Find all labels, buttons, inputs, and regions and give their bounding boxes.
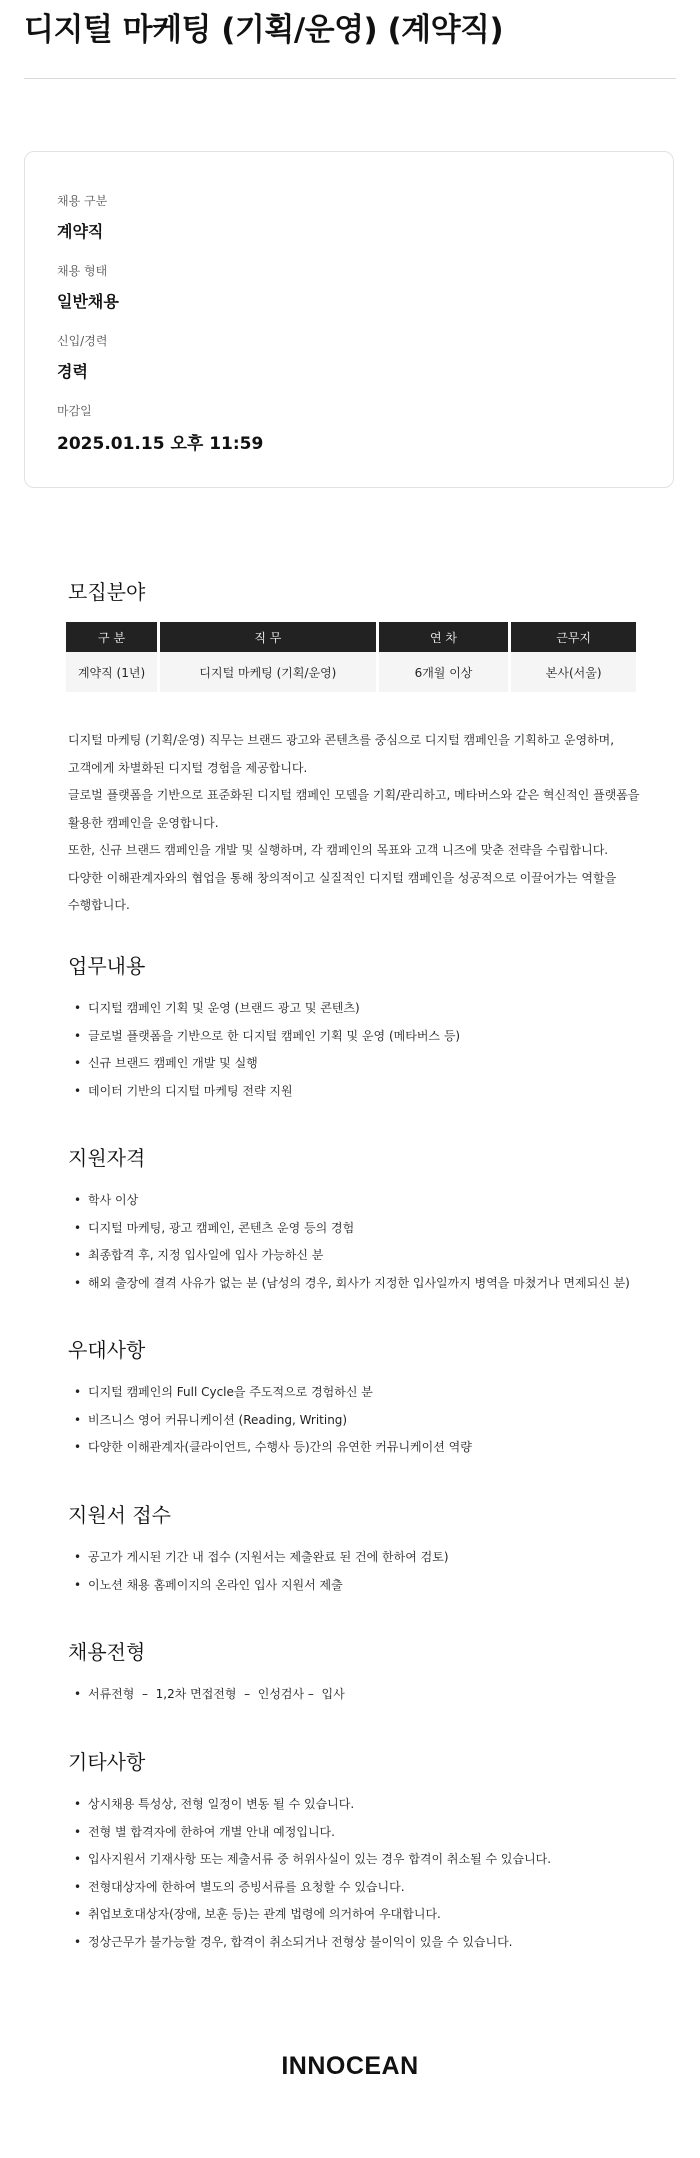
column-header: 직 무 [160, 622, 376, 652]
description-line: 수행합니다. [68, 898, 130, 912]
list-item: • 디지털 캠페인 기획 및 운영 (브랜드 광고 및 콘텐츠) [68, 995, 668, 1023]
innocean-logo[interactable]: INNOCEAN [281, 2052, 419, 2080]
employment-type-value: 일반채용 [57, 292, 119, 311]
duties-heading: 업무내용 [68, 954, 146, 978]
description-line: 글로벌 플랫폼을 기반으로 표준화된 디지털 캠페인 모델을 기획/관리하고, 메타버스와 같은 혁신적인 플랫폼을 [68, 788, 640, 802]
process-heading: 채용전형 [68, 1640, 146, 1664]
title-divider [24, 78, 676, 79]
list-item: • 최종합격 후, 지정 입사일에 입사 가능하신 분 [68, 1242, 668, 1270]
etc-heading: 기타사항 [68, 1750, 146, 1774]
etc-list [68, 1791, 668, 1956]
description-line: 또한, 신규 브랜드 캠페인을 개발 및 실행하며, 각 캠페인의 목표와 고객 니즈에 맞춘 전략을 수립합니다. [68, 843, 609, 857]
list-item: • 신규 브랜드 캠페인 개발 및 실행 [68, 1050, 668, 1078]
preferred-heading: 우대사항 [68, 1338, 146, 1362]
experience-value: 경력 [57, 362, 88, 381]
description-line: 디지털 마케팅 (기획/운영) 직무는 브랜드 광고와 콘텐츠를 중심으로 디지털 캠페인을 기획하고 운영하며, [68, 733, 615, 747]
column-header: 근무지 [511, 622, 636, 652]
recruit-table-header [66, 622, 636, 652]
employment-category-label: 채용 구분 [57, 194, 108, 208]
employment-category-value: 계약직 [57, 222, 104, 241]
qualifications-list [68, 1187, 668, 1297]
description-line: 활용한 캠페인을 운영합니다. [68, 815, 219, 830]
list-item: • 디지털 마케팅, 광고 캠페인, 콘텐츠 운영 등의 경험 [68, 1215, 668, 1243]
employment-category [57, 192, 107, 242]
list-item: • 전형 별 합격자에 한하여 개별 안내 예정입니다. [68, 1819, 668, 1847]
deadline-value: 2025.01.15 오후 11:59 [57, 434, 264, 454]
list-item: • 데이터 기반의 디지털 마케팅 전략 지원 [68, 1078, 668, 1106]
list-item: • 정상근무가 불가능할 경우, 합격이 취소되거나 전형상 불이익이 있을 수 있습니다. [68, 1929, 668, 1957]
page-title: 디지털 마케팅 (기획/운영) (계약직) [24, 12, 504, 48]
column-header: 연 차 [379, 622, 509, 652]
list-item: • 공고가 게시된 기간 내 접수 (지원서는 제출완료 된 건에 한하여 검토) [68, 1544, 668, 1572]
column-header: 구 분 [66, 622, 157, 652]
application-list [68, 1544, 668, 1599]
list-item: • 해외 출장에 결격 사유가 없는 분 (남성의 경우, 회사가 지정한 입사일까지 병역을 마쳤거나 면제되신 분) [68, 1270, 668, 1298]
recruit-table [63, 622, 639, 692]
recruit-heading: 모집분야 [68, 580, 146, 604]
list-item: • 입사지원서 기재사항 또는 제출서류 중 허위사실이 있는 경우 합격이 취소될 수 있습니다. [68, 1846, 668, 1874]
table-cell: 디지털 마케팅 (기획/운영) [160, 652, 376, 692]
employment-type-label: 채용 형태 [57, 264, 108, 278]
deadline-label: 마감일 [57, 404, 92, 418]
job-description [68, 727, 648, 920]
experience-label: 신입/경력 [57, 334, 108, 348]
employment-type [57, 262, 119, 312]
experience [57, 332, 107, 382]
deadline [57, 402, 263, 454]
list-item: • 비즈니스 영어 커뮤니케이션 (Reading, Writing) [68, 1407, 668, 1435]
table-cell: 계약직 (1년) [66, 652, 157, 692]
qualifications-heading: 지원자격 [68, 1146, 146, 1170]
description-line: 다양한 이해관계자와의 협업을 통해 창의적이고 실질적인 디지털 캠페인을 성공적으로 이끌어가는 역할을 [68, 870, 617, 885]
list-item: • 글로벌 플랫폼을 기반으로 한 디지털 캠페인 기획 및 운영 (메타버스 등) [68, 1023, 668, 1051]
description-line: 고객에게 차별화된 디지털 경험을 제공합니다. [68, 760, 308, 775]
list-item: • 전형대상자에 한하여 별도의 증빙서류를 요청할 수 있습니다. [68, 1874, 668, 1902]
list-item: • 서류전형 – 1,2차 면접전형 – 인성검사 – 입사 [68, 1681, 668, 1709]
list-item: • 이노션 채용 홈페이지의 온라인 입사 지원서 제출 [68, 1572, 668, 1600]
table-cell: 6개월 이상 [379, 652, 509, 692]
application-heading: 지원서 접수 [68, 1503, 171, 1527]
duties-list [68, 995, 668, 1105]
list-item: • 학사 이상 [68, 1187, 668, 1215]
table-row [66, 652, 636, 692]
process-list [68, 1681, 668, 1709]
table-cell: 본사(서울) [511, 652, 636, 692]
list-item: • 디지털 캠페인의 Full Cycle을 주도적으로 경험하신 분 [68, 1379, 668, 1407]
list-item: • 취업보호대상자(장애, 보훈 등)는 관계 법령에 의거하여 우대합니다. [68, 1901, 668, 1929]
job-info-card [24, 151, 674, 488]
preferred-list [68, 1379, 668, 1462]
list-item: • 상시채용 특성상, 전형 일정이 변동 될 수 있습니다. [68, 1791, 668, 1819]
list-item: • 다양한 이해관계자(클라이언트, 수행사 등)간의 유연한 커뮤니케이션 역량 [68, 1434, 668, 1462]
